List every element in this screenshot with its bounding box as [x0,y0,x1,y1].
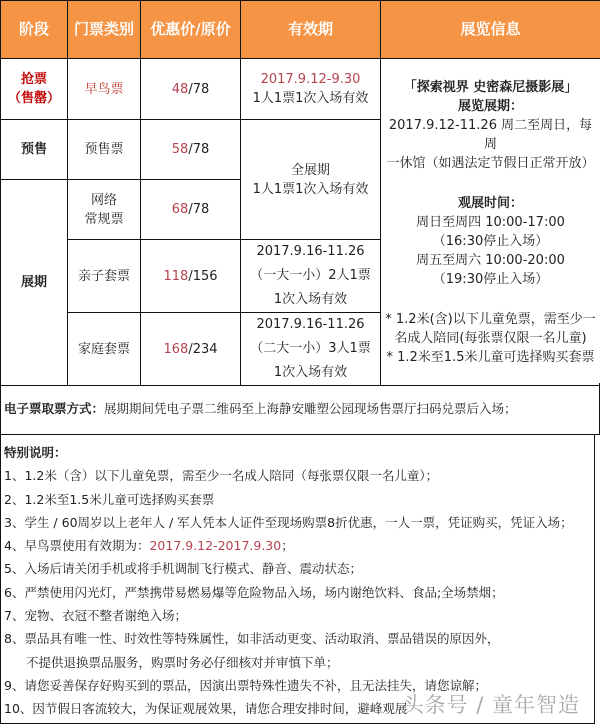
stage-cell: 预售 [1,120,68,180]
exhibit-title: 「探索视界 史密森尼摄影展」 [403,79,578,95]
header-ticket-type: 门票类别 [68,1,141,59]
eticket-label: 电子票取票方式： [4,401,105,416]
special-notes-section [0,435,595,724]
price-cell: 48/78 [141,59,241,120]
note-item: 6、严禁使用闪光灯，严禁携带易燃易爆等危险物品入场，场内谢绝饮料、食品;全场禁烟； [4,584,504,600]
ticket-cell: 早鸟票 [68,59,141,120]
validity-cell: 2017.9.12-9.30 1人1票1次入场有效 [241,59,381,120]
header-stage: 阶段 [1,1,68,59]
ticket-cell: 家庭套票 [68,313,141,386]
validity-cell: 2017.9.16-11.26 （二大一小）3人1票 1次入场有效 [241,313,381,386]
note-item: 不提供退换票品服务，购票时务必仔细核对并审慎下单； [26,654,339,670]
stage-cell: 展期 [1,180,68,386]
ticket-cell: 预售票 [68,120,141,180]
header-row [1,1,600,59]
note-item: 10、因节假日客流较大，为保证观展效果，请您合理安排时间，避峰观展 [4,701,408,717]
note-item: 2、1.2米至1.5米儿童可选择购买套票 [4,491,215,507]
notes-title: 特别说明： [4,445,67,460]
price-cell: 68/78 [141,180,241,240]
note-item: 5、入场后请关闭手机或将手机调制飞行模式、静音、震动状态； [4,561,362,577]
watermark: 头条号 / 童年智造 [402,692,580,717]
price-cell: 118/156 [141,240,241,313]
note-item: 4、早鸟票使用有效期为：2017.9.12-2017.9.30； [4,538,294,554]
note-item: 8、票品具有唯一性、时效性等特殊属性，如非活动更变、活动取消、票品错误的原因外， [4,631,500,647]
stage-cell: 抢票 （售罄） [1,59,68,120]
validity-cell: 全展期 1人1票1次入场有效 [241,120,381,240]
table-row [1,59,600,120]
validity-cell: 2017.9.16-11.26 （一大一小）2人1票 1次入场有效 [241,240,381,313]
note-item: 3、学生 / 60周岁以上老年人 / 军人凭本人证件至现场购票8折优惠，一人一票，凭证购买，凭证入场； [4,514,573,530]
price-cell: 168/234 [141,313,241,386]
eticket-section [0,383,600,435]
price-cell: 58/78 [141,120,241,180]
header-exhibit-info: 展览信息 [381,1,600,59]
exhibit-info-cell: 「探索视界 史密森尼摄影展」 展览展期： 2017.9.12-11.26 周二至周日，每周 一休馆（如遇法定节假日正常开放） 观展时间： 周日至周四 10:00-17:00 （16:30停止入场） 周五至周六 10:00-20:00 （19:30停止入场） * 1.2米(含)以下儿童免票，需至少一 名成人陪同(每张票仅限一名儿童) * 1.2米至1.5米儿童可选择购买套票 [381,59,600,386]
ticket-cell: 网络 常规票 [68,180,141,240]
note-item: 9、请您妥善保存好购买到的票品，因演出票特殊性遗失不补，且无法挂失，请您谅解； [4,677,487,693]
header-validity: 有效期 [241,1,381,59]
note-item: 1、1.2米（含）以下儿童免票，需至少一名成人陪同（每张票仅限一名儿童）； [4,468,439,484]
header-price: 优惠价/原价 [141,1,241,59]
eticket-text: 展期期间凭电子票二维码至上海静安雕塑公园现场售票厅扫码兑票后入场； [104,401,517,416]
ticket-cell: 亲子套票 [68,240,141,313]
note-item: 7、宠物、衣冠不整者谢绝入场； [4,608,187,624]
